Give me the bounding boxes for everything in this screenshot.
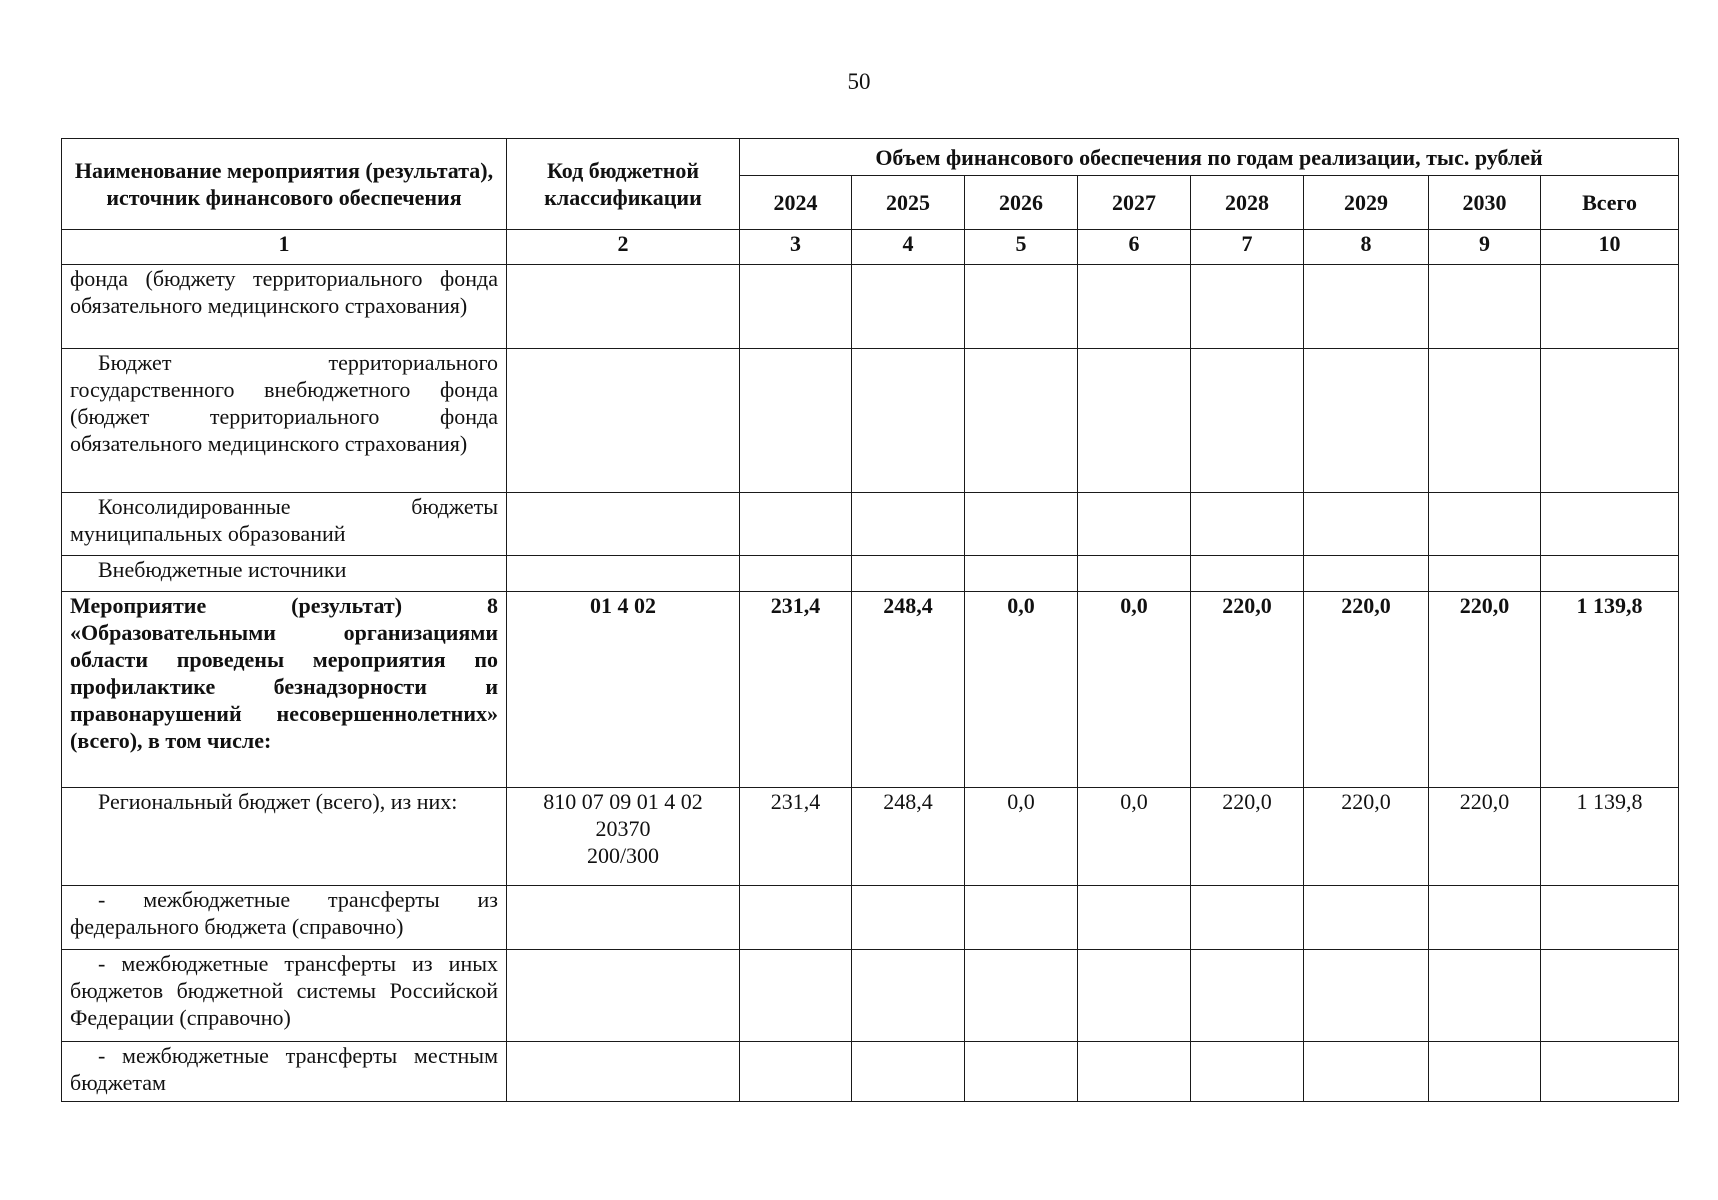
value-cell xyxy=(852,886,965,950)
row-code-line: 20370 xyxy=(595,816,651,841)
value-cell: 1 139,8 xyxy=(1541,592,1679,788)
value-cell xyxy=(1191,950,1304,1042)
value-cell xyxy=(852,265,965,349)
row-code xyxy=(507,265,740,349)
value-cell xyxy=(965,950,1078,1042)
value-cell xyxy=(1304,1042,1429,1102)
value-cell xyxy=(740,1042,852,1102)
value-cell xyxy=(1191,886,1304,950)
row-code xyxy=(507,556,740,592)
value-cell xyxy=(1541,265,1679,349)
column-number: 1 xyxy=(62,230,507,265)
table-row xyxy=(62,265,1679,349)
table-row xyxy=(62,950,1679,1042)
value-cell xyxy=(1429,493,1541,556)
value-cell xyxy=(1078,493,1191,556)
value-cell xyxy=(1429,556,1541,592)
row-code xyxy=(507,493,740,556)
value-cell xyxy=(1541,950,1679,1042)
header-year-2025: 2025 xyxy=(852,176,965,230)
value-cell xyxy=(1191,493,1304,556)
value-cell: 0,0 xyxy=(965,788,1078,886)
column-number: 4 xyxy=(852,230,965,265)
value-cell: 220,0 xyxy=(1429,788,1541,886)
value-cell: 220,0 xyxy=(1429,592,1541,788)
value-cell xyxy=(740,493,852,556)
value-cell xyxy=(1191,1042,1304,1102)
value-cell xyxy=(1429,886,1541,950)
value-cell xyxy=(1304,950,1429,1042)
table-row xyxy=(62,886,1679,950)
value-cell xyxy=(1304,886,1429,950)
financing-table xyxy=(61,138,1679,1102)
value-cell xyxy=(852,349,965,493)
column-number-row xyxy=(62,230,1679,265)
header-year-2029: 2029 xyxy=(1304,176,1429,230)
table-row xyxy=(62,349,1679,493)
value-cell: 0,0 xyxy=(1078,788,1191,886)
row-name: фонда (бюджету территориального фонда обязательного медицинского страхования) xyxy=(62,265,507,349)
header-year-2026: 2026 xyxy=(965,176,1078,230)
table-row-regional-budget xyxy=(62,788,1679,886)
value-cell xyxy=(852,1042,965,1102)
page-number: 50 xyxy=(847,69,871,94)
row-name: Консолидированные бюджеты муниципальных образований xyxy=(62,493,507,556)
value-cell xyxy=(965,556,1078,592)
value-cell xyxy=(1429,1042,1541,1102)
table-row xyxy=(62,493,1679,556)
header-year-2027: 2027 xyxy=(1078,176,1191,230)
value-cell xyxy=(1078,556,1191,592)
row-code xyxy=(507,349,740,493)
value-cell xyxy=(1078,1042,1191,1102)
table-row xyxy=(62,556,1679,592)
value-cell xyxy=(1078,886,1191,950)
value-cell xyxy=(1541,556,1679,592)
value-cell xyxy=(1541,1042,1679,1102)
column-number: 10 xyxy=(1541,230,1679,265)
value-cell xyxy=(965,1042,1078,1102)
row-name: Внебюджетные источники xyxy=(62,556,507,592)
value-cell xyxy=(1078,265,1191,349)
header-code: Код бюджетной классификации xyxy=(507,139,740,230)
row-name: - межбюджетные трансферты из федерального бюджета (справочно) xyxy=(62,886,507,950)
table-row xyxy=(62,1042,1679,1102)
value-cell xyxy=(1304,493,1429,556)
value-cell xyxy=(1191,556,1304,592)
row-name: Бюджет территориального государственного внебюджетного фонда (бюджет территориального фонда обязательного медицинского страхования) xyxy=(62,349,507,493)
column-number: 9 xyxy=(1429,230,1541,265)
value-cell: 220,0 xyxy=(1191,592,1304,788)
value-cell xyxy=(852,556,965,592)
header-year-2024: 2024 xyxy=(740,176,852,230)
row-code-line: 200/300 xyxy=(586,843,660,868)
row-name: - межбюджетные трансферты местным бюджетам xyxy=(62,1042,507,1102)
row-code xyxy=(507,886,740,950)
value-cell xyxy=(1429,265,1541,349)
value-cell xyxy=(1191,265,1304,349)
value-cell xyxy=(1541,886,1679,950)
value-cell xyxy=(965,265,1078,349)
value-cell xyxy=(740,349,852,493)
value-cell xyxy=(852,950,965,1042)
column-number: 7 xyxy=(1191,230,1304,265)
value-cell xyxy=(1304,349,1429,493)
column-number: 5 xyxy=(965,230,1078,265)
value-cell xyxy=(1304,556,1429,592)
header-name: Наименование мероприятия (результата), источник финансового обеспечения xyxy=(62,139,507,230)
column-number: 8 xyxy=(1304,230,1429,265)
value-cell xyxy=(965,493,1078,556)
value-cell xyxy=(1429,950,1541,1042)
value-cell: 1 139,8 xyxy=(1541,788,1679,886)
value-cell: 248,4 xyxy=(852,592,965,788)
row-code-line: 810 07 09 01 4 02 xyxy=(543,789,703,814)
value-cell xyxy=(740,265,852,349)
value-cell: 220,0 xyxy=(1304,788,1429,886)
row-code xyxy=(507,1042,740,1102)
value-cell xyxy=(740,950,852,1042)
value-cell xyxy=(1191,349,1304,493)
row-code xyxy=(507,950,740,1042)
header-financing-group: Объем финансового обеспечения по годам реализации, тыс. рублей xyxy=(740,139,1679,176)
value-cell xyxy=(1541,493,1679,556)
value-cell xyxy=(1078,950,1191,1042)
value-cell xyxy=(965,349,1078,493)
value-cell xyxy=(965,886,1078,950)
row-code xyxy=(507,788,740,886)
value-cell: 231,4 xyxy=(740,788,852,886)
value-cell: 220,0 xyxy=(1191,788,1304,886)
value-cell xyxy=(1429,349,1541,493)
value-cell xyxy=(1304,265,1429,349)
row-name: Региональный бюджет (всего), из них: xyxy=(62,788,507,886)
row-code: 01 4 02 xyxy=(507,592,740,788)
value-cell xyxy=(1078,349,1191,493)
row-name: - межбюджетные трансферты из иных бюджетов бюджетной системы Российской Федерации (справочно) xyxy=(62,950,507,1042)
value-cell: 0,0 xyxy=(965,592,1078,788)
value-cell xyxy=(740,886,852,950)
header-total: Всего xyxy=(1541,176,1679,230)
header-year-2030: 2030 xyxy=(1429,176,1541,230)
header-year-2028: 2028 xyxy=(1191,176,1304,230)
column-number: 2 xyxy=(507,230,740,265)
table-row-event-8 xyxy=(62,592,1679,788)
value-cell: 220,0 xyxy=(1304,592,1429,788)
column-number: 3 xyxy=(740,230,852,265)
value-cell xyxy=(740,556,852,592)
value-cell: 0,0 xyxy=(1078,592,1191,788)
value-cell: 231,4 xyxy=(740,592,852,788)
row-name: Мероприятие (результат) 8 «Образовательными организациями области проведены мероприятия по профилактике безнадзорности и правонарушений несовершеннолетних» (всего), в том числе: xyxy=(62,592,507,788)
value-cell xyxy=(1541,349,1679,493)
value-cell xyxy=(852,493,965,556)
column-number: 6 xyxy=(1078,230,1191,265)
value-cell: 248,4 xyxy=(852,788,965,886)
